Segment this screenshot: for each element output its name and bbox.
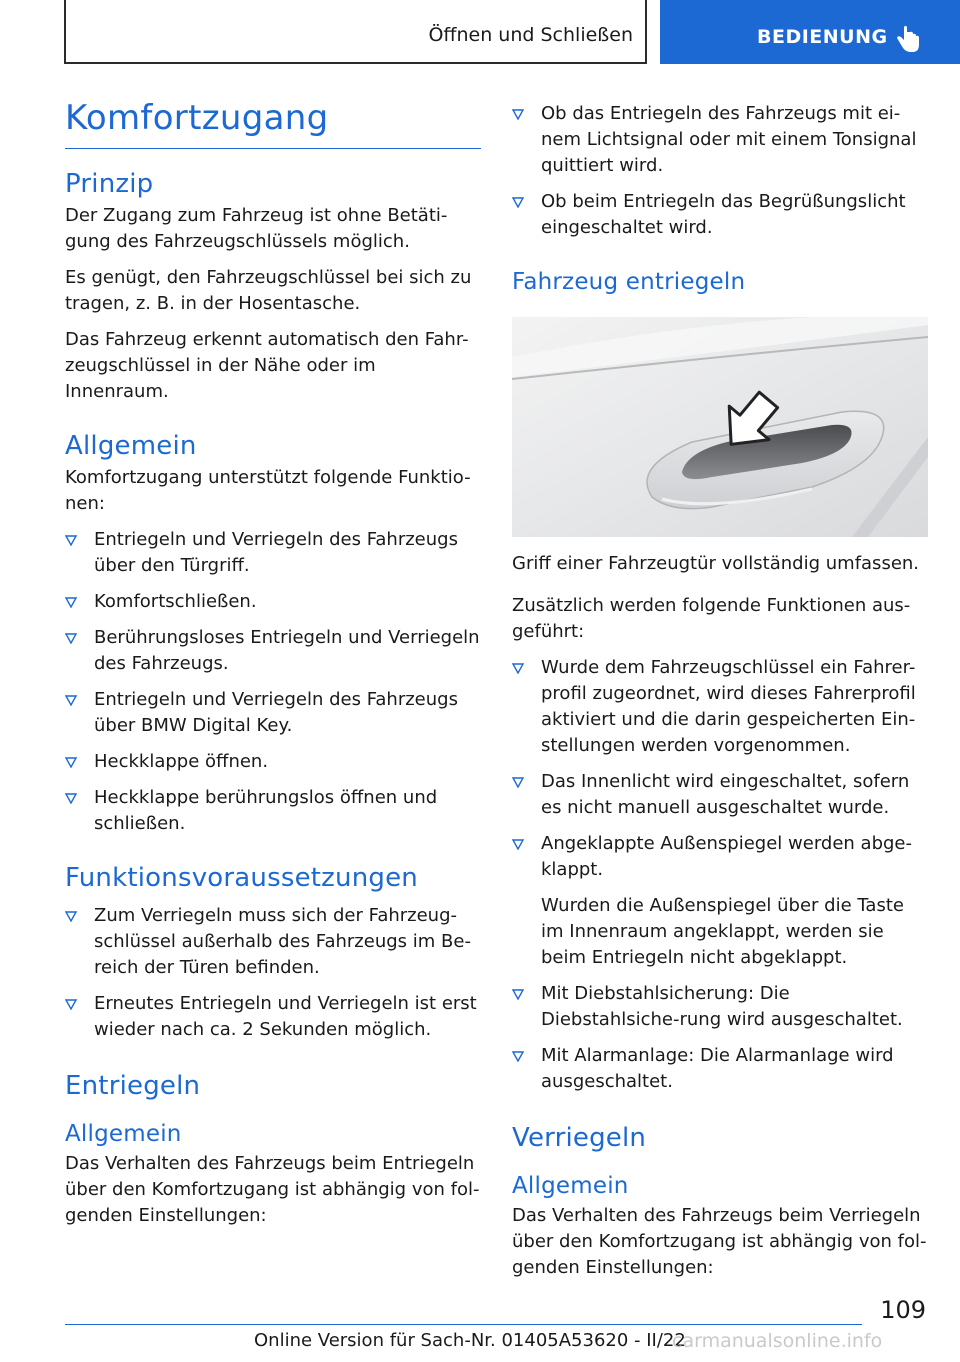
triangle-bullet-icon	[65, 597, 77, 608]
list-item: Das Innenlicht wird eingeschaltet, sofern es nicht manuell ausgeschaltet wurde.	[512, 769, 928, 821]
triangle-bullet-icon	[65, 633, 77, 644]
settings-list	[512, 101, 928, 241]
paragraph: Das Fahrzeug erkennt automatisch den Fahr-zeugschlüssel in der Nähe oder im Innenraum.	[65, 329, 469, 402]
footer-divider	[65, 1324, 862, 1325]
feature-list	[65, 527, 481, 837]
list-item: Komfortschließen.	[65, 589, 481, 615]
triangle-bullet-icon	[512, 109, 524, 120]
triangle-bullet-icon	[65, 695, 77, 706]
list-item: Wurde dem Fahrzeugschlüssel ein Fahrer-profil zugeordnet, wird dieses Fahrerprofil aktiviert und die darin gespeicherten Ein-stellungen werden vorgenommen.	[512, 655, 928, 759]
chapter-title: Öffnen und Schließen	[428, 24, 633, 46]
list-item: Heckklappe öffnen.	[65, 749, 481, 775]
unlock-functions-list	[512, 655, 928, 1095]
watermark: carmanualsonline.info	[672, 1330, 883, 1352]
page-number: 109	[880, 1296, 926, 1324]
paragraph: Zusätzlich werden folgende Funktionen aus-geführt:	[512, 595, 911, 642]
page-title: Komfortzugang	[65, 96, 481, 149]
right-column	[512, 92, 928, 1281]
triangle-bullet-icon	[65, 911, 77, 922]
header-chapter-box	[64, 0, 647, 64]
list-item: Berührungsloses Entriegeln und Verriegeln des Fahrzeugs.	[65, 625, 481, 677]
paragraph: Das Verhalten des Fahrzeugs beim Verriegeln über den Komfortzugang ist abhängig von fol-genden Einstellungen:	[512, 1205, 927, 1278]
paragraph: Das Verhalten des Fahrzeugs beim Entriegeln über den Komfortzugang ist abhängig von fol-genden Einstellungen:	[65, 1153, 480, 1226]
mirror-note: Wurden die Außenspiegel über die Taste im Innenraum angeklappt, werden sie beim Entriegeln nicht abgeklappt.	[541, 895, 904, 968]
list-item: Entriegeln und Verriegeln des Fahrzeugs über den Türgriff.	[65, 527, 481, 579]
triangle-bullet-icon	[512, 197, 524, 208]
list-item: Ob das Entriegeln des Fahrzeugs mit ei-nem Lichtsignal oder mit einem Tonsignal quittiert wird.	[512, 101, 928, 179]
paragraph: Komfortzugang unterstützt folgende Funktio-nen:	[65, 467, 471, 514]
triangle-bullet-icon	[512, 989, 524, 1000]
hand-pointer-icon	[895, 24, 921, 54]
heading-allgemein: Allgemein	[65, 431, 197, 461]
triangle-bullet-icon	[512, 839, 524, 850]
heading-fahrzeug-entriegeln: Fahrzeug entriegeln	[512, 269, 746, 295]
heading-prinzip: Prinzip	[65, 169, 154, 199]
list-item: Mit Alarmanlage: Die Alarmanlage wird ausgeschaltet.	[512, 1043, 928, 1095]
left-column	[65, 96, 481, 1229]
heading-funktionsvoraussetzungen: Funktionsvoraussetzungen	[65, 863, 418, 893]
list-item: Zum Verriegeln muss sich der Fahrzeug-schlüssel außerhalb des Fahrzeugs im Be-reich der Türen befinden.	[65, 903, 481, 981]
image-caption: Griff einer Fahrzeugtür vollständig umfassen.	[512, 553, 920, 574]
list-item: Ob beim Entriegeln das Begrüßungslicht eingeschaltet wird.	[512, 189, 928, 241]
subheading-allgemein: Allgemein	[512, 1173, 629, 1199]
triangle-bullet-icon	[65, 793, 77, 804]
door-handle-photo	[512, 317, 928, 537]
paragraph: Der Zugang zum Fahrzeug ist ohne Betäti-gung des Fahrzeugschlüssels möglich.	[65, 205, 448, 252]
list-item: Entriegeln und Verriegeln des Fahrzeugs über BMW Digital Key.	[65, 687, 481, 739]
list-item: Heckklappe berührungslos öffnen und schließen.	[65, 785, 481, 837]
door-handle-image	[512, 317, 928, 537]
paragraph: Es genügt, den Fahrzeugschlüssel bei sich zu tragen, z. B. in der Hosentasche.	[65, 267, 472, 314]
heading-verriegeln: Verriegeln	[512, 1123, 647, 1153]
triangle-bullet-icon	[65, 757, 77, 768]
triangle-bullet-icon	[65, 999, 77, 1010]
header-section-box	[660, 0, 960, 64]
triangle-bullet-icon	[512, 663, 524, 674]
subheading-allgemein: Allgemein	[65, 1121, 182, 1147]
list-item: Mit Diebstahlsicherung: Die Diebstahlsiche-rung wird ausgeschaltet.	[512, 981, 928, 1033]
triangle-bullet-icon	[512, 1051, 524, 1062]
triangle-bullet-icon	[512, 777, 524, 788]
online-version-note: Online Version für Sach-Nr. 01405A53620 - II/22	[254, 1330, 686, 1351]
section-label: BEDIENUNG	[757, 26, 888, 48]
list-item: Erneutes Entriegeln und Verriegeln ist erst wieder nach ca. 2 Sekunden möglich.	[65, 991, 481, 1043]
heading-entriegeln: Entriegeln	[65, 1071, 201, 1101]
requirements-list	[65, 903, 481, 1043]
triangle-bullet-icon	[65, 535, 77, 546]
list-item: Angeklappte Außenspiegel werden abge-klappt. Wurden die Außenspiegel über die Taste im Innenraum angeklappt, werden sie beim Entriegeln nicht abgeklappt.	[512, 831, 928, 971]
